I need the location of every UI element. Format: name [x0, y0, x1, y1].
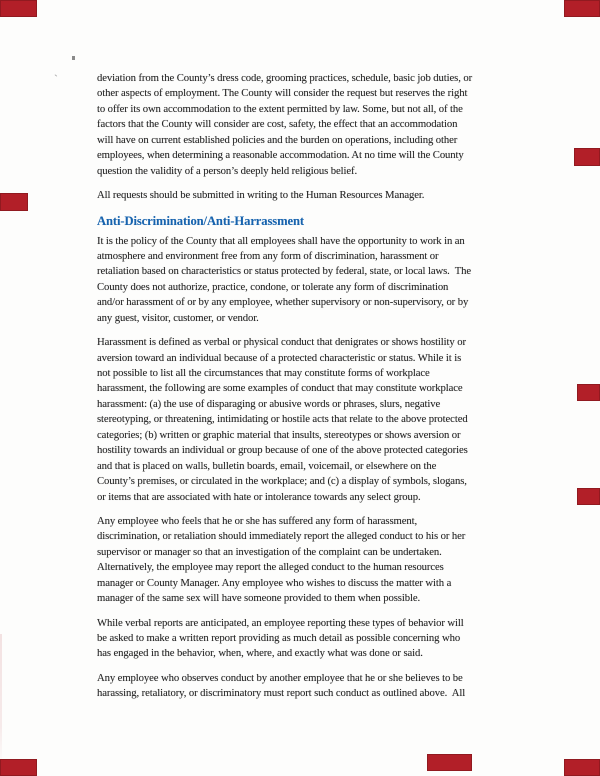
- text-line: atmosphere and environment free from any form of discrimination, harassment or: [97, 249, 439, 262]
- text-line: and/or harassment of or by any employee, whether supervisory or non-supervisory, or by: [97, 296, 469, 309]
- text-line: categories; (b) written or graphic material that insults, stereotypes or shows aversion or: [97, 428, 461, 441]
- text-line: deviation from the County’s dress code, grooming practices, schedule, basic job duties, or: [97, 72, 473, 84]
- text-line: stereotyping, or threatening, intimidating or hostile acts that relate to the above protected: [97, 413, 468, 426]
- document-body: [97, 71, 512, 711]
- paragraph-harassment-definition: [97, 335, 512, 505]
- redaction-box: [0, 759, 37, 776]
- text-line: harassing, retaliatory, or discriminatory must report such conduct as outlined above. All: [97, 687, 466, 700]
- text-line: to offer its own accommodation to the extent permitted by law. Some, but not all, of the: [97, 102, 463, 115]
- redaction-box: [427, 754, 472, 771]
- text-line: question the validity of a person’s deeply held religious belief.: [97, 164, 358, 177]
- text-line: Any employee who observes conduct by another employee that he or she believes to be: [97, 671, 463, 684]
- paragraph-religious-accommodation: [97, 71, 512, 179]
- paragraph-written-report: [97, 616, 512, 662]
- text-line: manager of the same sex will have someone provided to them when possible.: [97, 592, 421, 605]
- text-line: hostility towards an individual or group because of one of the above protected categories: [97, 444, 468, 457]
- scan-tick-artifact: `: [54, 72, 58, 86]
- redaction-box: [0, 193, 28, 211]
- scan-edge-artifact: [0, 634, 2, 766]
- text-line: has engaged in the behavior, when, where, and exactly what was done or said.: [97, 647, 423, 660]
- paragraph-policy-statement: [97, 234, 512, 327]
- redaction-box: [577, 384, 600, 401]
- redaction-box: [564, 0, 600, 17]
- text-line: or items that are associated with hate or intolerance towards any select group.: [97, 490, 421, 503]
- text-line: factors that the County will consider are cost, safety, the effect that an accommodation: [97, 118, 458, 131]
- redaction-box: [574, 148, 600, 166]
- text-line: not possible to list all the circumstances that may constitute forms of workplace: [97, 367, 430, 379]
- scan-speck-artifact: [72, 56, 75, 60]
- text-line: Alternatively, the employee may report the alleged conduct to the human resources: [97, 561, 444, 574]
- text-line: Any employee who feels that he or she has suffered any form of harassment,: [97, 514, 418, 527]
- section-heading-anti-discrimination: Anti-Discrimination/Anti-Harrassment: [97, 213, 304, 228]
- text-line: County’s premises, or circulated in the workplace; and (c) a display of symbols, slogans,: [97, 475, 467, 488]
- text-line: any guest, visitor, customer, or vendor.: [97, 311, 259, 324]
- text-line: manager or County Manager. Any employee who wishes to discuss the matter with a: [97, 576, 452, 589]
- text-line: other aspects of employment. The County will consider the request but reserves the right: [97, 87, 468, 100]
- paragraph-reporting-procedure: [97, 514, 512, 607]
- text-line: Harassment is defined as verbal or physical conduct that denigrates or shows hostility or: [97, 336, 466, 349]
- text-line: harassment: (a) the use of disparaging or abusive words or phrases, slurs, negative: [97, 397, 441, 410]
- text-line: All requests should be submitted in writing to the Human Resources Manager.: [97, 189, 425, 202]
- text-line: be asked to make a written report providing as much detail as possible concerning who: [97, 632, 461, 644]
- text-line: employees, when determining a reasonable accommodation. At no time will the County: [97, 149, 464, 162]
- paragraph-observed-conduct: [97, 671, 512, 702]
- redaction-box: [577, 488, 600, 505]
- text-line: will have on current established policies and the burden on operations, including other: [97, 133, 458, 146]
- text-line: discrimination, or retaliation should immediately report the alleged conduct to his or her: [97, 530, 466, 543]
- text-line: harassment, the following are some examples of conduct that may constitute workplace: [97, 382, 463, 395]
- text-line: It is the policy of the County that all employees shall have the opportunity to work in an: [97, 234, 465, 247]
- redaction-box: [0, 0, 37, 17]
- text-line: retaliation based on characteristics or status protected by federal, state, or local laws. The: [97, 265, 472, 278]
- redaction-box: [564, 759, 600, 776]
- text-line: aversion toward an individual because of a protected characteristic or status. While it is: [97, 351, 462, 364]
- text-line: County does not authorize, practice, condone, or tolerate any form of discrimination: [97, 280, 449, 293]
- text-line: supervisor or manager so that an investigation of the complaint can be undertaken.: [97, 545, 442, 558]
- paragraph-requests-in-writing: [97, 188, 512, 203]
- text-line: and that is placed on walls, bulletin boards, email, voicemail, or elsewhere on the: [97, 459, 437, 472]
- text-line: While verbal reports are anticipated, an employee reporting these types of behavior will: [97, 616, 464, 629]
